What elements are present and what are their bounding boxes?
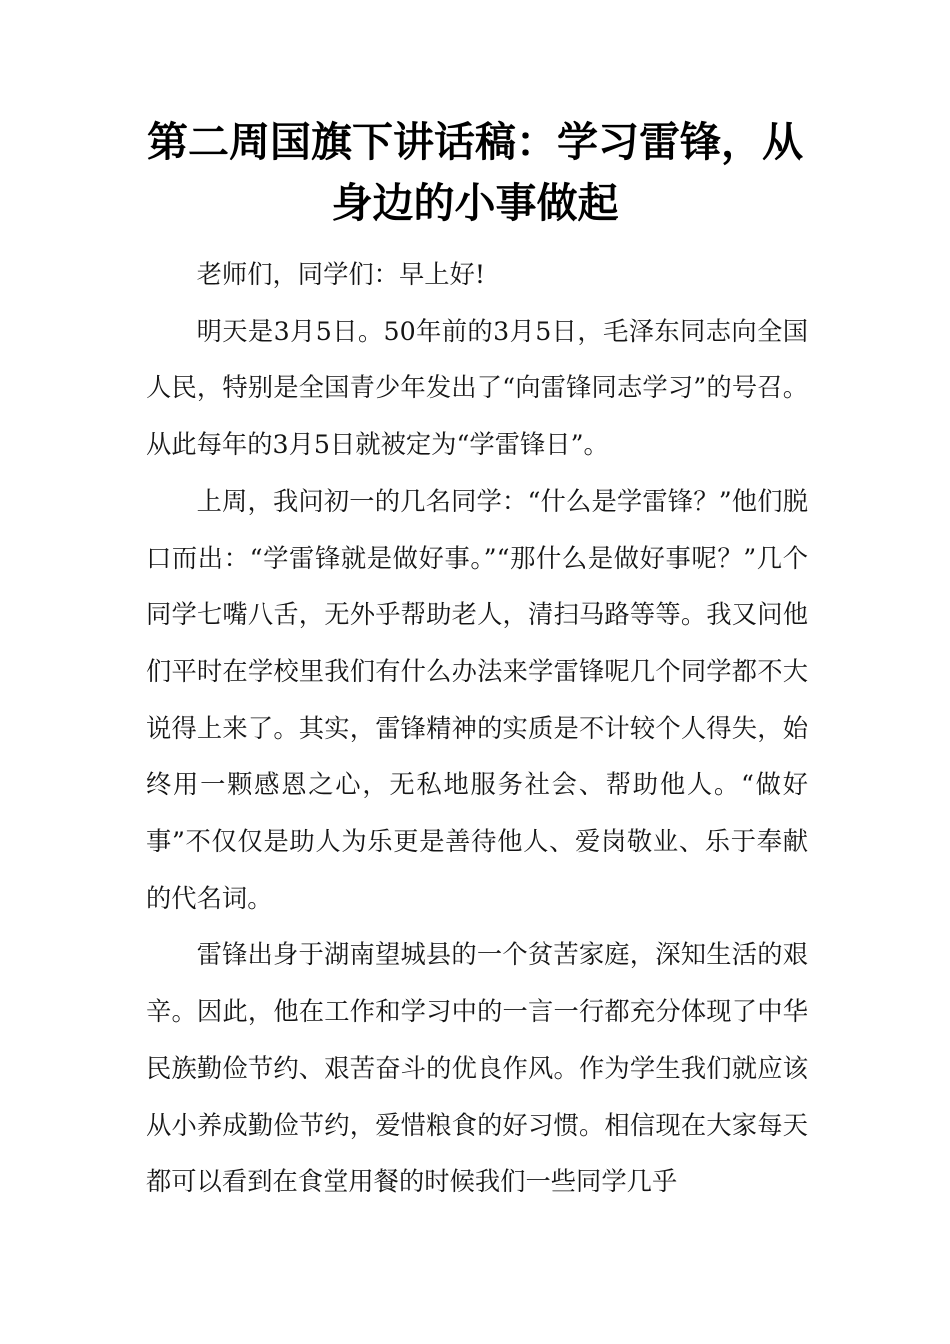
document-body xyxy=(146,247,808,1211)
paragraph-leifeng-background: 雷锋出身于湖南望城县的一个贫苦家庭，深知生活的艰辛。因此，他在工作和学习中的一言一行都充分体现了中华民族勤俭节约、艰苦奋斗的优良作风。作为学生我们就应该从小养成勤俭节约，爱惜粮食的好习惯。相信现在大家每天都可以看到在食堂用餐的时候我们一些同学几乎 xyxy=(146,940,808,1197)
page-title: 第二周国旗下讲话稿：学习雷锋，从身边的小事做起 xyxy=(147,118,803,227)
paragraph-intro: 明天是3月5日。50年前的3月5日，毛泽东同志向全国人民，特别是全国青少年发出了“向雷锋同志学习”的号召。从此每年的3月5日就被定为“学雷锋日”。 xyxy=(146,316,808,460)
paragraph-question: 上周，我问初一的几名同学：“什么是学雷锋？”他们脱口而出：“学雷锋就是做好事。”“那什么是做好事呢？”几个同学七嘴八舌，无外乎帮助老人，清扫马路等等。我又问他们平时在学校里我们有什么办法来学雷锋呢几个同学都不大说得上来了。其实，雷锋精神的实质是不计较个人得失，始终用一颗感恩之心，无私地服务社会、帮助他人。“做好事”不仅仅是助人为乐更是善待他人、爱岗敬业、乐于奉献的代名词。 xyxy=(146,486,808,913)
paragraph-greeting: 老师们，同学们：早上好! xyxy=(196,260,486,289)
